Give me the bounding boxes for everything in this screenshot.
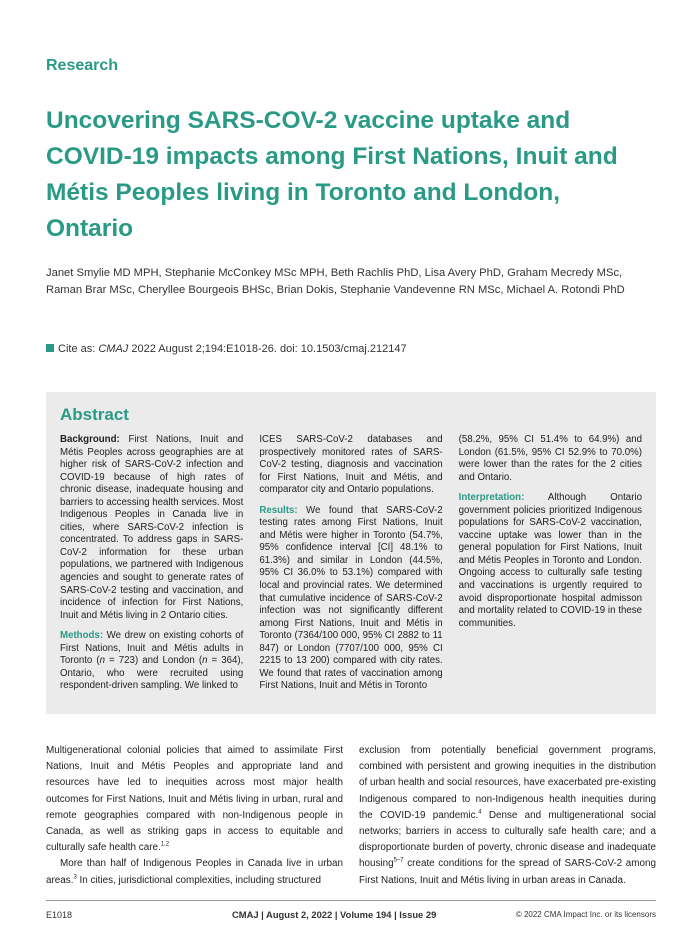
results-text: 51.4% <box>540 434 575 445</box>
methods-text-3: and <box>370 471 394 483</box>
body-p2-text-2: In cities, jurisdictional complexities, including structured <box>76 874 322 886</box>
methods-text-3: testing, <box>291 459 328 471</box>
body-p1-text: Multigenerational colonial policies that aimed to assimilate First Nations, Inuit and Métis Peoples and appropriate land and resources have led to inequities across most major health outcomes for First Nations, Inuit and Métis living in urban, rural and remote geographies compared with non-Indigenous people in Canada, as well as striking gaps in access to equitable and culturally safe health care. <box>46 745 343 854</box>
results-text: and <box>458 471 478 483</box>
reference-superscript[interactable]: 4 <box>478 809 482 816</box>
methods-n-2: n <box>202 655 208 667</box>
methods-text-3: SARS-CoV-2 <box>296 434 368 445</box>
methods-text-3: Ontario <box>347 484 382 496</box>
methods-text-3: and <box>426 471 443 483</box>
abstract-column-2 <box>259 434 442 701</box>
footer-divider <box>46 900 656 901</box>
methods-text-3: vaccination <box>394 459 443 471</box>
reference-superscript[interactable]: 3 <box>73 874 77 881</box>
cite-details: 2022 August 2;194:E1018-26. doi: 10.1503/cmaj.212147 <box>131 343 407 355</box>
methods-text-3: of <box>398 446 414 458</box>
results-text: were <box>458 459 484 471</box>
abstract-box <box>46 392 656 714</box>
results-text: 52.9% <box>568 446 600 458</box>
methods-text-3: populations. <box>381 484 434 496</box>
cite-label: Cite as: <box>58 343 96 355</box>
background-text: First Nations, Inuit and Métis Peoples across geographies are at higher risk of SARS-CoV-2 infection and COVID-19 because of high rates of chronic disease, inadequate housing and barriers to accessing health services. Most Indigenous Peoples in Canada live in cities, where SARS-CoV-2 infection is concentrated. To address gaps in SARS-CoV-2 information for these urban populations, we partnered with Indigenous agencies and sought to generate rates of SARS-CoV-2 testing and vaccination, and incidence of infection for First Nations, Inuit and Métis living in 2 Ontario cities. <box>60 434 244 621</box>
interpretation-text: Although Ontario government policies prioritized Indigenous populations for SARS-CoV-2 vaccination, vaccine uptake was lower than in the general population for First Nations, Inuit and Métis Peoples in Toronto and London. Ongoing access to culturally safe testing and vaccinations is urgently required to avoid disproportionate hospital admisson and mortality related to COVID-19 in these communities. <box>458 492 642 629</box>
body-paragraph-3 <box>359 743 656 889</box>
methods-text-3: rates <box>371 446 399 458</box>
section-label: Research <box>46 57 119 74</box>
results-text: lower <box>483 459 512 471</box>
abstract-results <box>259 505 442 693</box>
results-text: to <box>599 446 612 458</box>
methods-text-1: We drew on existing cohorts of First Nations, Inuit and Métis adults in Toronto ( <box>60 630 244 667</box>
methods-text-3: and <box>426 434 443 445</box>
methods-text-3: for <box>259 471 278 483</box>
methods-text-3: and <box>328 484 348 496</box>
methods-text-3: First <box>277 471 304 483</box>
abstract-results-cont <box>459 434 642 484</box>
author-list: Janet Smylie MD MPH, Stephanie McConkey MSc MPH, Beth Rachlis PhD, Lisa Avery PhD, Graham Mecredy MSc, Raman Brar MSc, Cheryllee Bourgeois BHSc, Brian Dokis, Stephanie Vandevenne RN MSc, Michael A. Rotondi PhD <box>46 267 625 296</box>
results-text: 64.9%) <box>588 434 626 445</box>
results-text: the <box>534 459 552 471</box>
copyright-notice: © 2022 CMA Impact Inc. or its licensors <box>515 910 656 919</box>
results-text: We found that SARS-CoV-2 testing rates among First Nations, Inuit and Métis were higher in Toronto (54.7%, 95% confidence interval [CI] 48.1% to 61.3%) and similar in London (44.5%, 95% CI 36.0% to 53.1%) compared with local and provincial rates. We determined that cumulative incidence of SARS-CoV-2 infection was not significantly different among First Nations, Inuit and Métis in Toronto (7364/100 000, 95% CI 2882 to 11 847) or London (7707/100 000, 95% CI 2215 to 13 200) compared with city rates. We found that rates of vaccination among First Nations, Inuit and Métis in Toronto <box>259 504 443 692</box>
results-label: Results: <box>259 504 298 516</box>
results-text: (61.5%, <box>494 446 532 458</box>
body-p2-text: More than half of Indigenous Peoples in Canada live in urban areas. <box>46 858 343 886</box>
body-p3-text-3: create conditions for the spread of SARS-CoV-2 among First Nations, Inuit and Métis living in urban areas in Canada. <box>359 858 656 886</box>
interpretation-label: Interpretation: <box>458 492 525 504</box>
abstract-heading: Abstract <box>60 405 129 424</box>
results-text: 70.0%) <box>611 446 642 458</box>
body-paragraph-2 <box>46 856 343 888</box>
page-number: E1018 <box>46 910 73 920</box>
reference-superscript[interactable]: 5–7 <box>393 858 404 865</box>
results-text: London <box>458 446 495 458</box>
citation-line <box>46 343 407 355</box>
results-text: CI <box>554 446 569 458</box>
methods-text-3: Nations, <box>303 471 346 483</box>
body-p3-text: exclusion from potentially beneficial government programs, combined with persistent and growing inequities in the distribution of urban health and social resources, have exacerbated pre-existing Indigenous compared to non-Indigenous health inequities during the COVID-19 pandemic. <box>359 745 656 821</box>
results-text: the <box>592 459 611 471</box>
results-text: Ontario. <box>477 471 512 483</box>
abstract-column-3 <box>459 434 642 701</box>
methods-text-3: diagnosis <box>327 459 374 471</box>
article-title: Uncovering SARS-COV-2 vaccine uptake and COVID-19 impacts among First Nations, Inuit and Métis Peoples living in Toronto and London, Ontario <box>46 107 618 242</box>
abstract-methods-cont <box>259 434 442 497</box>
methods-text-3: = 364), Ontario, who were recruited using respondent-driven sampling. We linked to <box>60 655 244 692</box>
methods-text-3: prospectively <box>259 446 322 458</box>
results-text: 2 <box>610 459 620 471</box>
body-paragraph-1 <box>46 743 343 856</box>
results-text: CI <box>524 434 541 445</box>
body-p3-text-2: Dense and multigenerational social networks; barriers in access to culturally safe health care; and a disproportionate burden of poverty, chronic disease and inadequate housing <box>359 809 656 870</box>
methods-text-3: monitored <box>321 446 372 458</box>
results-text: to <box>574 434 589 445</box>
methods-text-3: SARS-CoV-2 <box>259 446 443 471</box>
results-text: than <box>511 459 535 471</box>
methods-n-1: n <box>99 655 105 667</box>
body-column-2 <box>359 743 656 889</box>
abstract-interpretation <box>459 492 642 630</box>
results-text: for <box>577 459 593 471</box>
body-column-1 <box>46 743 343 889</box>
results-text: rates <box>551 459 578 471</box>
results-text: (58.2%, <box>458 434 499 445</box>
methods-text-3: city <box>311 484 329 496</box>
methods-text-3: Inuit <box>345 471 371 483</box>
cite-journal: CMAJ <box>98 343 129 355</box>
results-text: 95% <box>531 446 555 458</box>
results-text: cities <box>619 459 642 471</box>
background-label: Background: <box>60 434 120 445</box>
results-text: 95% <box>498 434 525 445</box>
article-body <box>46 743 656 889</box>
journal-issue-info: CMAJ | August 2, 2022 | Volume 194 | Issue 29 <box>232 909 437 920</box>
abstract-background <box>60 434 243 622</box>
methods-text-3: ICES <box>259 434 297 445</box>
abstract-column-1 <box>60 434 243 701</box>
methods-text-3: comparator <box>259 484 312 496</box>
methods-label: Methods: <box>60 630 104 642</box>
square-bullet-icon <box>46 344 54 352</box>
methods-text-3: Métis, <box>393 471 427 483</box>
methods-text-2: = 723) and London ( <box>105 655 203 667</box>
methods-text-3: and <box>373 459 395 471</box>
abstract-methods <box>60 630 243 693</box>
reference-superscript[interactable]: 1,2 <box>160 841 170 848</box>
results-text: and <box>625 434 642 445</box>
methods-text-3: databases <box>367 434 427 445</box>
